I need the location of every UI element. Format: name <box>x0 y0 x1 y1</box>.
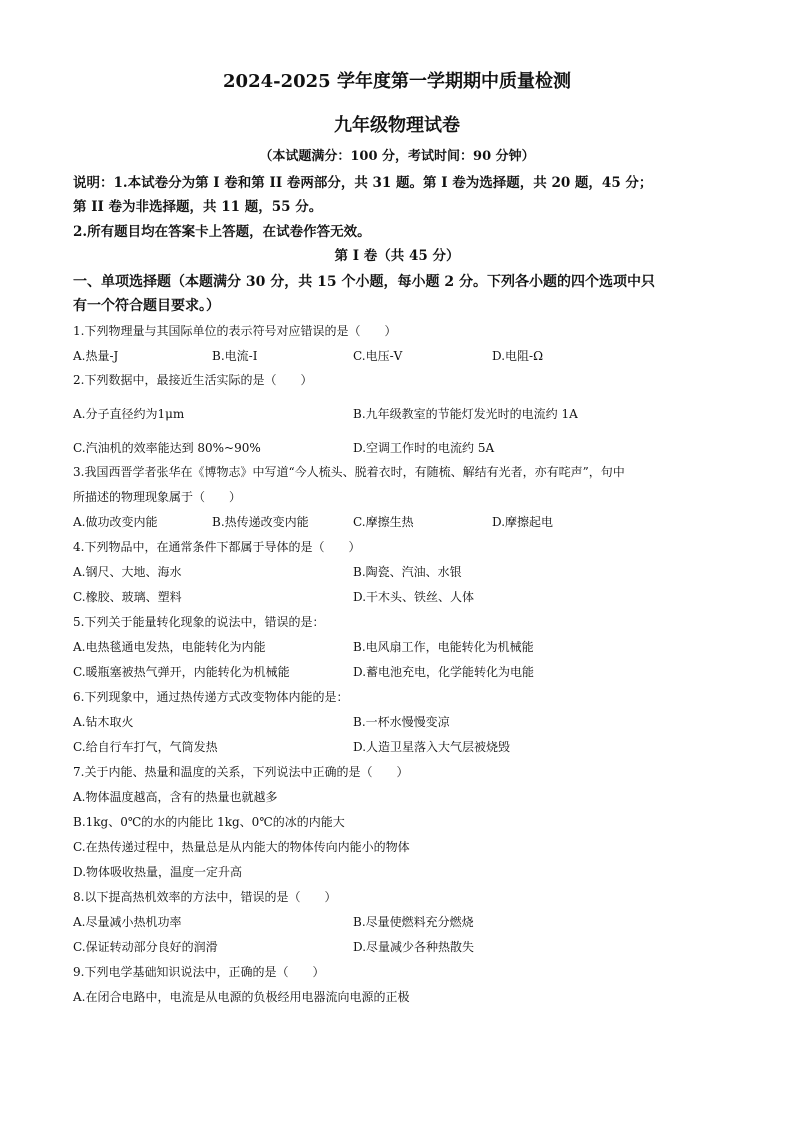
question-6-option-d: D.人造卫星落入大气层被烧毁 <box>353 740 511 754</box>
question-6-option-a: A.钻木取火 <box>73 715 134 729</box>
exam-title: 2024-2025 学年度第一学期期中质量检测 <box>223 71 571 92</box>
question-2-option-b: B.九年级教室的节能灯发光时的电流约 1A <box>353 407 578 421</box>
question-7-option-a: A.物体温度越高，含有的热量也就越多 <box>73 790 278 804</box>
question-3-option-d: D.摩擦起电 <box>492 515 554 529</box>
question-4-stem: 4.下列物品中，在通常条件下都属于导体的是（ ） <box>73 540 361 554</box>
question-6-option-c: C.给自行车打气，气筒发热 <box>73 740 218 754</box>
question-1-option-a: A.热量-J <box>73 349 119 363</box>
question-3-option-c: C.摩擦生热 <box>353 515 414 529</box>
question-5-option-a: A.电热毯通电发热，电能转化为内能 <box>73 640 266 654</box>
question-8-option-b: B.尽量使燃料充分燃烧 <box>353 915 474 929</box>
question-9-stem: 9.下列电学基础知识说法中，正确的是（ ） <box>73 965 325 979</box>
question-3-option-a: A.做功改变内能 <box>73 515 158 529</box>
question-1-option-d: D.电阻-Ω <box>492 349 544 363</box>
exam-subtitle: 九年级物理试卷 <box>334 115 460 136</box>
question-4-option-d: D.干木头、铁丝、人体 <box>353 590 475 604</box>
question-7-option-d: D.物体吸收热量，温度一定升高 <box>73 865 243 879</box>
question-5-option-d: D.蓄电池充电，化学能转化为电能 <box>353 665 535 679</box>
instructions-line-1: 说明：1.本试卷分为第 I 卷和第 II 卷两部分，共 31 题。第 I 卷为选择题，共 20 题，45 分； <box>73 175 653 191</box>
question-5-option-b: B.电风扇工作，电能转化为机械能 <box>353 640 534 654</box>
question-6-stem: 6.下列现象中，通过热传递方式改变物体内能的是： <box>73 690 349 704</box>
question-9-option-a: A.在闭合电路中，电流是从电源的负极经用电器流向电源的正极 <box>73 990 410 1004</box>
exam-info: （本试题满分：100 分，考试时间：90 分钟） <box>259 149 535 164</box>
question-7-stem: 7.关于内能、热量和温度的关系，下列说法中正确的是（ ） <box>73 765 409 779</box>
question-3-stem-line-1: 3.我国西晋学者张华在《博物志》中写道“今人梳头、脱着衣时，有随梳、解结有光者，亦有咤声”，句中 <box>73 465 625 479</box>
question-4-option-c: C.橡胶、玻璃、塑料 <box>73 590 182 604</box>
question-1-stem: 1.下列物理量与其国际单位的表示符号对应错误的是（ ） <box>73 324 397 338</box>
question-3-stem-line-2: 所描述的物理现象属于（ ） <box>73 490 242 504</box>
question-3-option-b: B.热传递改变内能 <box>212 515 309 529</box>
question-2-option-c: C.汽油机的效率能达到 80%~90% <box>73 441 261 455</box>
question-4-option-b: B.陶瓷、汽油、水银 <box>353 565 462 579</box>
question-5-stem: 5.下列关于能量转化现象的说法中，错误的是： <box>73 615 325 629</box>
question-6-option-b: B.一杯水慢慢变凉 <box>353 715 450 729</box>
question-2-option-d: D.空调工作时的电流约 5A <box>353 441 495 455</box>
question-5-option-c: C.暖瓶塞被热气弹开，内能转化为机械能 <box>73 665 290 679</box>
question-2-stem: 2.下列数据中，最接近生活实际的是（ ） <box>73 373 313 387</box>
instructions-line-3: 2.所有题目均在答案卡上答题，在试卷作答无效。 <box>73 224 371 240</box>
question-8-option-d: D.尽量减少各种热散失 <box>353 940 475 954</box>
question-8-option-a: A.尽量减小热机功率 <box>73 915 182 929</box>
question-7-option-b: B.1kg、0℃的水的内能比 1kg、0℃的冰的内能大 <box>73 815 345 829</box>
section-heading-line-2: 有一个符合题目要求。） <box>73 298 220 314</box>
question-1-option-b: B.电流-I <box>212 349 258 363</box>
question-1-option-c: C.电压-V <box>353 349 403 363</box>
question-2-option-a: A.分子直径约为1μm <box>73 407 185 421</box>
question-4-option-a: A.钢尺、大地、海水 <box>73 565 182 579</box>
question-8-option-c: C.保证转动部分良好的润滑 <box>73 940 218 954</box>
question-7-option-c: C.在热传递过程中，热量总是从内能大的物体传向内能小的物体 <box>73 840 410 854</box>
instructions-line-2: 第 II 卷为非选择题，共 11 题，55 分。 <box>73 199 323 215</box>
question-8-stem: 8.以下提高热机效率的方法中，错误的是（ ） <box>73 890 337 904</box>
section-heading-line-1: 一、单项选择题（本题满分 30 分，共 15 个小题，每小题 2 分。下列各小题的四个选项中只 <box>73 274 655 290</box>
part-one-title: 第 I 卷（共 45 分） <box>334 248 460 264</box>
